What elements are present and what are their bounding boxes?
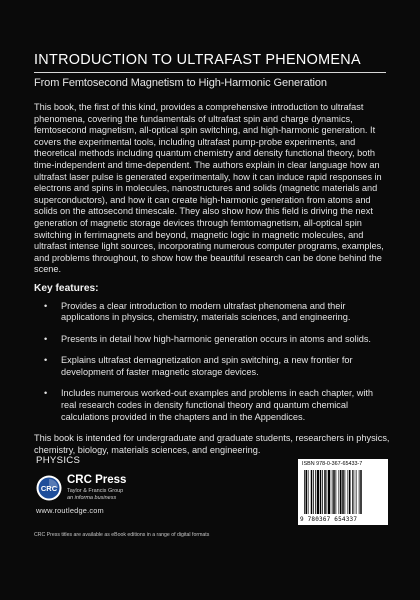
feature-text: Presents in detail how high-harmonic generation occurs in atoms and solids. — [61, 333, 371, 344]
book-title: INTRODUCTION TO ULTRAFAST PHENOMENA — [34, 52, 361, 68]
bullet-icon: • — [44, 388, 48, 399]
isbn-label: ISBN 978-0-367-65433-7 — [302, 461, 363, 467]
list-item — [34, 355, 390, 378]
title-divider — [34, 72, 386, 73]
feature-text: Explains ultrafast demagnetization and spin switching, a new frontier for development of faster magnetic storage devices. — [61, 355, 353, 377]
feature-text: Provides a clear introduction to modern ultrafast phenomena and their applications in physics, chemistry, materials sciences, and engineering. — [61, 300, 351, 323]
cover-header — [34, 52, 394, 89]
bullet-icon: • — [44, 333, 48, 344]
ebook-footnote: CRC Press titles are available as eBook editions in a range of digital formats — [34, 532, 210, 538]
intro-paragraph: This book, the first of this kind, provides a comprehensive introduction to ultrafast phenomena, covering the fundamentals of ultrafast spin and charge dynamics, femtosecond magnetism, all-optical spin switching, and high-harmonic generation. It covers the experimental tools, including ultrafast pump-probe experiments, and theoretical methods including quantum chemistry and density functional theory, both time-independent and time-dependent. The authors explain in clear language how an ultrafast laser pulse is generated experimentally, how it can induce rapid responses in electrons and spins in molecules, nanostructures and solids (magnetic materials and superconductors), and how it can create high-harmonic generation from atoms and solids on the attosecond timescale. They also show how this field is driving the next generation of magnetic storage devices through femtomagnetism, all-optical spin switching in ferrimagnets and beyond, magnetic logic in magnetic molecules, and ultrafast intense light sources, incorporating numerous computer programs, examples, and problems throughout, to show how the beautiful research can be done behind the scene. — [34, 102, 384, 275]
publisher-name: CRC Press — [67, 474, 127, 486]
publisher-group: Taylor & Francis Group — [67, 488, 124, 494]
crc-press-logo-icon — [36, 475, 62, 501]
subject-category: PHYSICS — [36, 455, 81, 466]
audience-paragraph: This book is intended for undergraduate and graduate students, researchers in physics, chemistry, biology, materials sciences, and engineering. — [34, 433, 390, 455]
key-features-list — [34, 301, 390, 424]
list-item — [34, 334, 390, 346]
back-cover-description — [34, 102, 390, 456]
barcode-icon — [302, 470, 384, 516]
publisher-url[interactable]: www.routledge.com — [36, 506, 104, 515]
key-features-heading: Key features: — [34, 282, 99, 294]
publisher-tagline: an informa business — [67, 495, 117, 501]
logo-text: CRC — [40, 484, 58, 493]
list-item — [34, 388, 390, 423]
list-item — [34, 301, 390, 324]
bullet-icon: • — [44, 300, 48, 311]
book-subtitle: From Femtosecond Magnetism to High-Harmonic Generation — [34, 77, 327, 89]
bullet-icon: • — [44, 355, 48, 366]
feature-text: Includes numerous worked-out examples and problems in each chapter, with real research codes in density functional theory and quantum chemical calculations provided in the chapters and in the Appendices. — [61, 388, 374, 422]
isbn-barcode — [298, 459, 388, 525]
barcode-number: 9 780367 654337 — [300, 516, 358, 523]
